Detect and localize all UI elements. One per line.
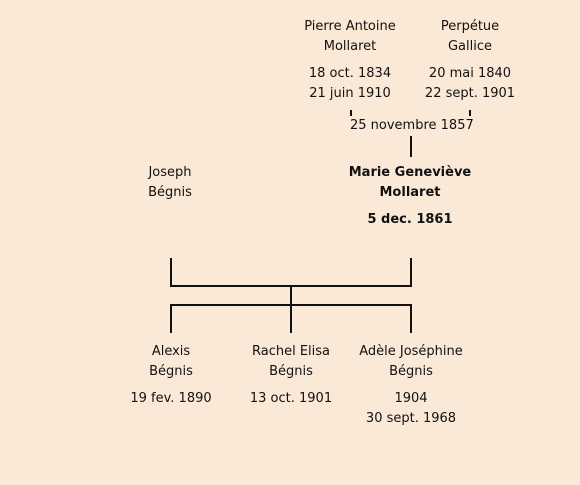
connector-line: [170, 258, 172, 287]
first-name: Rachel Elisa: [251, 344, 331, 359]
birth-date: 20 mai 1840: [428, 66, 512, 81]
person-adele-josephine-begnis: [341, 342, 481, 429]
connector-line: [290, 306, 292, 333]
connector-line: [170, 306, 172, 333]
connector-line: [410, 136, 412, 157]
first-name: Adèle Joséphine: [359, 344, 463, 359]
person-joseph-begnis: [110, 163, 230, 203]
marriage-date: 25 novembre 1857: [350, 116, 471, 136]
last-name: Bégnis: [269, 364, 313, 379]
birth-date: 13 oct. 1901: [249, 391, 333, 406]
person-marie-genevieve-mollaret: [340, 163, 480, 230]
death-date: 22 sept. 1901: [424, 86, 516, 101]
last-name: Gallice: [447, 39, 493, 54]
last-name: Bégnis: [148, 185, 192, 200]
birth-date: 1904: [394, 391, 428, 406]
first-name: Perpétue: [440, 19, 500, 34]
person-rachel-elisa-begnis: [231, 342, 351, 409]
last-name: Mollaret: [323, 39, 377, 54]
first-name: Joseph: [148, 165, 192, 180]
death-date: 21 juin 1910: [309, 86, 391, 101]
birth-date: 5 dec. 1861: [367, 212, 453, 227]
connector-line: [410, 258, 412, 287]
connector-line: [410, 306, 412, 333]
last-name: Mollaret: [379, 185, 441, 200]
death-date: 30 sept. 1968: [365, 411, 457, 426]
person-alexis-begnis: [111, 342, 231, 409]
connector-line: [290, 287, 292, 305]
birth-date: 19 fev. 1890: [130, 391, 212, 406]
last-name: Bégnis: [389, 364, 433, 379]
person-pierre-antoine-mollaret: [290, 17, 410, 104]
first-name: Marie Geneviève: [348, 165, 472, 180]
first-name: Alexis: [151, 344, 191, 359]
birth-date: 18 oct. 1834: [308, 66, 392, 81]
last-name: Bégnis: [149, 364, 193, 379]
first-name: Pierre Antoine: [304, 19, 396, 34]
person-perpetue-gallice: [415, 17, 525, 104]
